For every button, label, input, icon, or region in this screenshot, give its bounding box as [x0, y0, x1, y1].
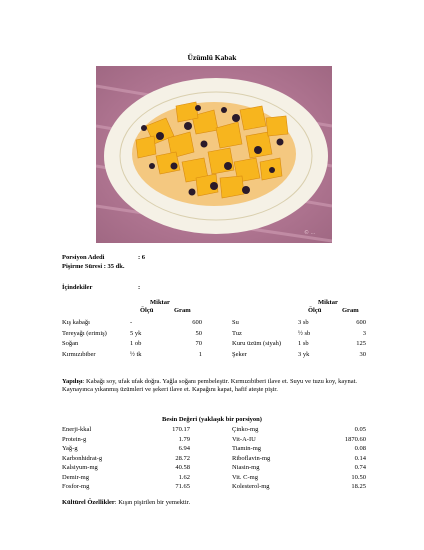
ingredient-measure: - — [130, 319, 133, 326]
nutrient-value: 0.08 — [354, 445, 366, 452]
nutrient-value: 1.62 — [178, 473, 190, 481]
ingredient-name: Soğan — [62, 340, 79, 347]
ingredient-measure: 5 yk — [130, 329, 142, 337]
culture-text: : Kışın pişirilen bir yemektir. — [114, 499, 191, 506]
nutrition-title: Besin Değeri (yaklaşık bir porsiyon) — [162, 416, 262, 423]
culture-note — [62, 499, 190, 507]
nutrient-row — [62, 464, 190, 474]
nutrient-value: 170.17 — [172, 426, 190, 433]
method-label: Yapılışı — [62, 378, 83, 385]
nutrient-name: Vit-A-IU — [232, 435, 256, 443]
nutrition-right-list — [232, 426, 366, 493]
cook-time: Pişirme Süresi : 35 dk. — [62, 263, 125, 270]
ingredient-gram: 600 — [192, 319, 202, 326]
ingredient-row — [62, 351, 202, 362]
ingredient-gram: 600 — [356, 319, 366, 326]
ingredient-gram: 50 — [195, 329, 202, 337]
ingredient-measure: ½ sb — [298, 329, 311, 337]
nutrient-row — [232, 474, 366, 484]
nutrient-row — [62, 483, 190, 493]
nutrient-row — [62, 474, 190, 484]
ingredients-label: İçindekiler — [62, 284, 93, 291]
ingredient-name: Tuz — [232, 329, 242, 337]
ingredient-gram: 30 — [359, 350, 366, 358]
ingredient-name: Şeker — [232, 350, 247, 358]
nutrient-name: Protein-g — [62, 435, 87, 443]
dish-photo — [96, 66, 332, 243]
nutrient-row — [232, 436, 366, 446]
nutrient-name: Çinko-mg — [232, 426, 259, 433]
nutrient-name: Vit. C-mg — [232, 473, 258, 481]
nutrient-value: 0.74 — [354, 464, 366, 471]
right-miktar-header: Miktar — [318, 299, 338, 306]
recipe-title: Üzümlü Kabak — [187, 53, 237, 62]
nutrient-value: 18.25 — [351, 483, 366, 490]
ingredient-name: Kış kabağı — [62, 319, 90, 326]
nutrient-value: 0.14 — [354, 454, 366, 462]
ingredient-name: Su — [232, 319, 239, 326]
ingredient-row — [232, 330, 366, 341]
nutrient-value: 10.50 — [351, 473, 366, 481]
ingredients-right-list — [232, 319, 366, 361]
nutrient-value: 0.05 — [354, 426, 366, 433]
ingredient-measure: 3 sb — [298, 319, 309, 326]
nutrient-row — [62, 455, 190, 465]
nutrient-value: 6.94 — [178, 445, 190, 452]
nutrient-name: Kolesterol-mg — [232, 483, 270, 490]
nutrient-name: Fosfor-mg — [62, 483, 90, 490]
nutrient-name: Niasin-mg — [232, 464, 260, 471]
ingredients-colon: : — [138, 284, 141, 291]
left-olcu-header: Ölçü — [140, 307, 154, 314]
ingredient-measure: ½ tk — [130, 350, 142, 358]
nutrient-row — [232, 426, 366, 436]
nutrient-row — [232, 483, 366, 493]
ingredient-row — [62, 340, 202, 351]
servings-value: : 6 — [138, 254, 146, 261]
ingredient-name: Kuru üzüm (siyah) — [232, 340, 282, 347]
nutrient-row — [62, 426, 190, 436]
ingredient-name: Tereyağı (erimiş) — [62, 329, 107, 337]
nutrient-row — [232, 464, 366, 474]
right-olcu-header: Ölçü — [308, 307, 322, 314]
ingredient-row — [232, 340, 366, 351]
nutrient-name: Riboflavin-mg — [232, 454, 271, 462]
nutrient-value: 40.58 — [175, 464, 190, 471]
nutrition-left-list — [62, 426, 190, 493]
ingredient-gram: 70 — [195, 340, 202, 347]
nutrient-row — [62, 436, 190, 446]
nutrient-name: Yağ-g — [62, 445, 78, 452]
nutrient-value: 1870.60 — [344, 435, 366, 443]
nutrient-value: 1.79 — [178, 435, 190, 443]
ingredient-row — [232, 319, 366, 330]
nutrient-name: Enerji-kkal — [62, 426, 92, 433]
ingredient-measure: 3 yk — [298, 350, 310, 358]
nutrient-row — [62, 445, 190, 455]
nutrient-name: Demir-mg — [62, 473, 89, 481]
nutrient-name: Tiamin-mg — [232, 445, 262, 452]
svg-text:© ...: © ... — [304, 230, 316, 236]
culture-label: Kültürel Özellikler — [62, 499, 115, 506]
ingredient-row — [232, 351, 366, 362]
left-miktar-header: Miktar — [150, 299, 170, 306]
ingredients-left-list — [62, 319, 202, 361]
nutrient-row — [232, 445, 366, 455]
nutrient-name: Kalsiyum-mg — [62, 464, 98, 471]
ingredient-name: Kırmızıbiber — [62, 350, 96, 358]
ingredient-row — [62, 330, 202, 341]
nutrient-value: 71.65 — [175, 483, 190, 490]
ingredient-gram: 1 — [198, 350, 202, 358]
nutrient-row — [232, 455, 366, 465]
ingredient-gram: 125 — [356, 340, 366, 347]
method-paragraph — [62, 378, 366, 394]
ingredient-measure: 1 ob — [130, 340, 142, 347]
nutrient-name: Karbonhidrat-g — [62, 454, 103, 462]
nutrient-value: 28.72 — [175, 454, 190, 462]
servings-label: Porsiyon Adedi — [62, 254, 105, 261]
right-gram-header: Gram — [342, 307, 359, 314]
method-text: : Kabağı soy, ufak ufak doğra. Yağla soğanı pembeleştir. Kırmızıbiberi ilave et. Suyu ve tuzu koy, kaynat. Kaynayınca yıkanmış üzümleri ve şekeri ilave et. Kapağını kapat, hafif ateşte pişir. — [62, 378, 358, 394]
ingredient-gram: 3 — [362, 329, 366, 337]
ingredient-measure: 1 sb — [298, 340, 309, 347]
left-gram-header: Gram — [174, 307, 191, 314]
ingredient-row — [62, 319, 202, 330]
